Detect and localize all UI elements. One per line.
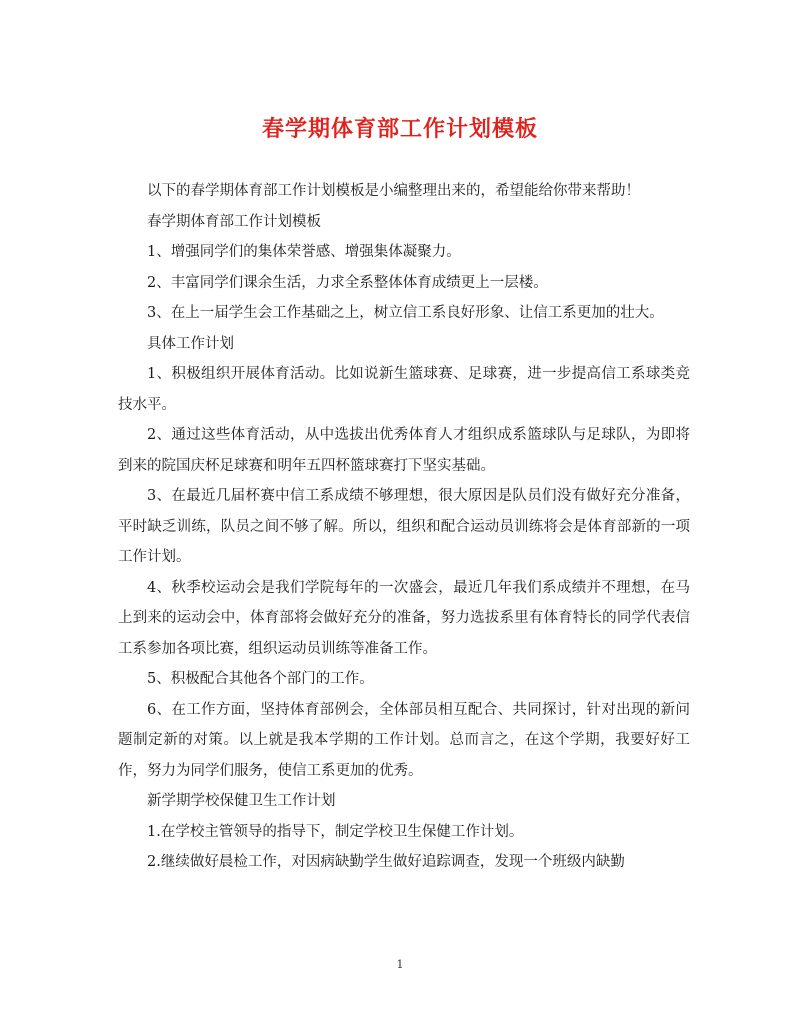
document-body	[118, 176, 690, 878]
paragraph-goal-2: 2、丰富同学们课余生活，力求全系整体体育成绩更上一层楼。	[147, 274, 548, 291]
paragraph-health-1: 1.在学校主管领导的指导下，制定学校卫生保健工作计划。	[147, 823, 524, 840]
page-number: 1	[396, 958, 404, 971]
paragraph-intro: 以下的春学期体育部工作计划模板是小编整理出来的，希望能给你带来帮助！	[147, 183, 640, 199]
paragraph-heading-template: 春学期体育部工作计划模板	[147, 213, 321, 230]
paragraph-plan-5: 5、积极配合其他各个部门的工作。	[147, 671, 374, 687]
paragraph-health-2: 2.继续做好晨检工作，对因病缺勤学生做好追踪调查，发现一个班级内缺勤	[147, 854, 625, 870]
paragraph-plan-4: 4、秋季校运动会是我们学院每年的一次盛会，最近几年我们系成绩并不理想，在马上到来的运动会中，体育部将会做好充分的准备，努力选拔系里有体育特长的同学代表信工系参加各项比赛，组织运动员训练等准备工作。	[118, 579, 690, 657]
paragraph-plan-3: 3、在最近几届杯赛中信工系成绩不够理想，很大原因是队员们没有做好充分准备，平时缺乏训练，队员之间不够了解。所以，组织和配合运动员训练将会是体育部新的一项工作计划。	[118, 488, 690, 565]
document-title: 春学期体育部工作计划模板	[261, 116, 538, 142]
paragraph-goal-3: 3、在上一届学生会工作基础之上，树立信工系良好形象、让信工系更加的壮大。	[147, 305, 664, 321]
paragraph-heading-plan: 具体工作计划	[147, 335, 234, 352]
paragraph-plan-1: 1、积极组织开展体育活动。比如说新生篮球赛、足球赛，进一步提高信工系球类竞技水平。	[118, 366, 690, 413]
paragraph-goal-1: 1、增强同学们的集体荣誉感、增强集体凝聚力。	[147, 244, 461, 260]
paragraph-plan-6: 6、在工作方面，坚持体育部例会，全体部员相互配合、共同探讨，针对出现的新问题制定新的对策。以上就是我本学期的工作计划。总而言之，在这个学期，我要好好工作，努力为同学们服务，使信工系更加的优秀。	[118, 701, 690, 779]
paragraph-heading-health: 新学期学校保健卫生工作计划	[147, 793, 336, 809]
paragraph-plan-2: 2、通过这些体育活动，从中选拔出优秀体育人才组织成系篮球队与足球队，为即将到来的院国庆杯足球赛和明年五四杯篮球赛打下坚实基础。	[118, 427, 690, 474]
